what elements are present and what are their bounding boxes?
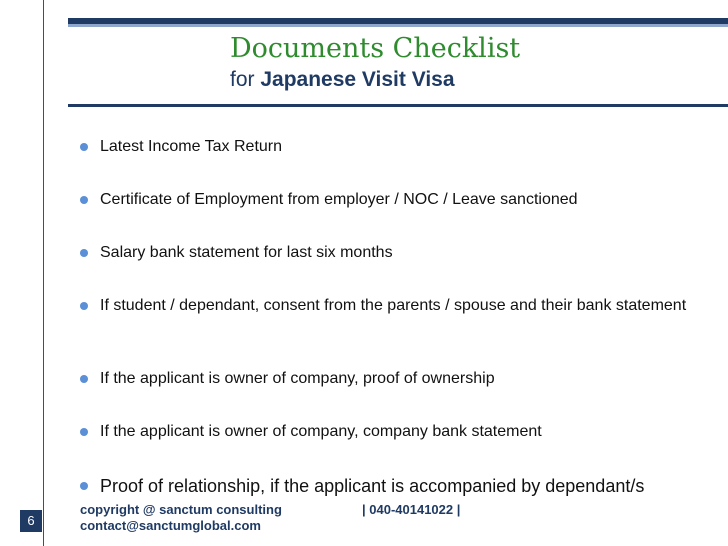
subtitle-visa-type: Japanese Visit Visa bbox=[260, 68, 455, 91]
bullet-icon bbox=[80, 196, 88, 204]
footer-email: contact@sanctumglobal.com bbox=[80, 518, 261, 533]
footer-phone: | 040-40141022 | bbox=[362, 502, 461, 517]
left-vertical-rule bbox=[43, 0, 44, 546]
footer-contact bbox=[80, 502, 282, 534]
page-subtitle bbox=[230, 67, 710, 93]
list-item-text: If the applicant is owner of company, proof of ownership bbox=[100, 370, 495, 387]
list-item bbox=[80, 189, 578, 210]
footer-copyright: copyright @ sanctum consulting bbox=[80, 502, 282, 517]
title-underline bbox=[68, 104, 728, 107]
bullet-icon bbox=[80, 482, 88, 490]
bullet-icon bbox=[80, 249, 88, 257]
bullet-icon bbox=[80, 302, 88, 310]
list-item bbox=[80, 295, 686, 316]
list-item-text: Latest Income Tax Return bbox=[100, 138, 283, 155]
bullet-icon bbox=[80, 143, 88, 151]
list-item bbox=[80, 421, 542, 442]
top-banner-accent bbox=[68, 24, 728, 27]
list-item-text: If student / dependant, consent from the parents / spouse and their bank statement bbox=[100, 297, 687, 314]
title-block bbox=[230, 33, 710, 93]
list-item-text: Proof of relationship, if the applicant is accompanied by dependant/s bbox=[100, 476, 645, 496]
list-item-text: If the applicant is owner of company, company bank statement bbox=[100, 423, 542, 440]
list-item-text: Certificate of Employment from employer / NOC / Leave sanctioned bbox=[100, 191, 578, 208]
bullet-icon bbox=[80, 428, 88, 436]
bullet-icon bbox=[80, 375, 88, 383]
list-item bbox=[80, 368, 495, 389]
list-item bbox=[80, 242, 393, 263]
subtitle-prefix: for bbox=[230, 68, 261, 91]
page-title: Documents Checklist bbox=[230, 33, 521, 64]
page-number: 6 bbox=[20, 510, 42, 532]
list-item bbox=[80, 136, 282, 157]
list-item-text: Salary bank statement for last six months bbox=[100, 244, 393, 261]
list-item bbox=[80, 475, 644, 497]
